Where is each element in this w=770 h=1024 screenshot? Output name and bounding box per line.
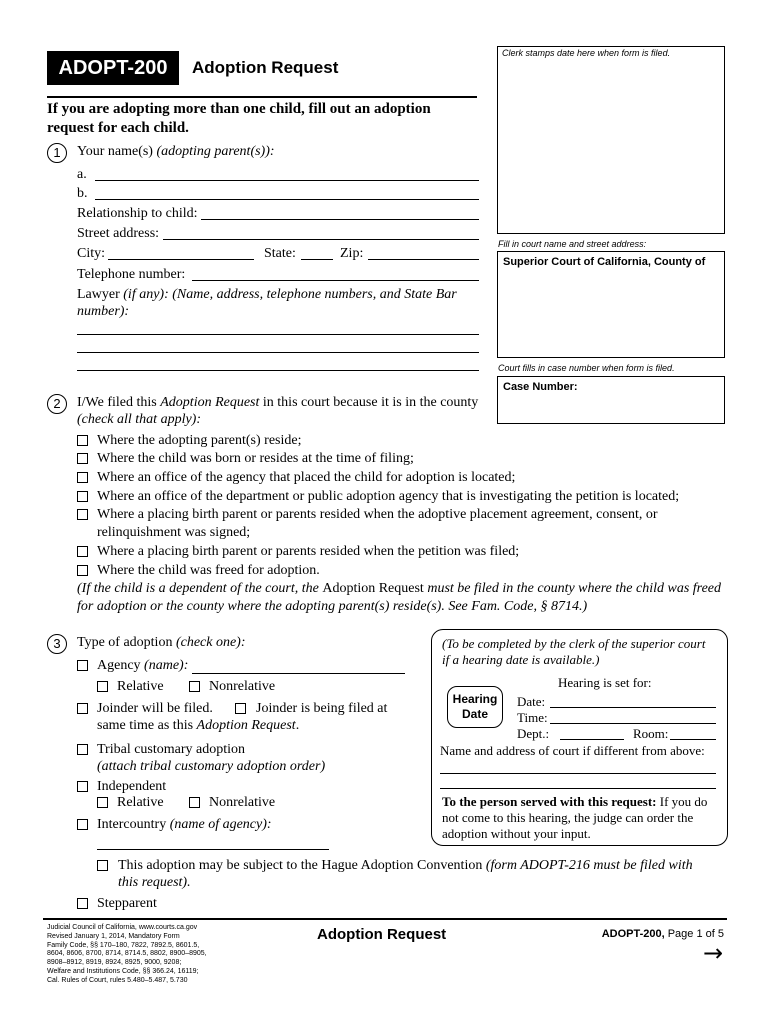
footer-line-5: 8908–8912, 8919, 8924, 8925, 9000, 9208; bbox=[47, 959, 182, 967]
agency-text: Agency bbox=[97, 658, 141, 673]
footer-line-6: Welfare and Institutions Code, §§ 366.24, 16119; bbox=[47, 967, 199, 975]
footer-line-3: Family Code, §§ 170–180, 7822, 7892.5, 8601.5, bbox=[47, 941, 200, 949]
hearing-dept-field[interactable] bbox=[560, 739, 624, 740]
note-text-b: Adoption Request bbox=[322, 581, 424, 596]
hearing-address-field-2[interactable] bbox=[440, 788, 716, 789]
hague-text-a: This adoption may be subject to the Hague Adoption Convention bbox=[118, 858, 483, 873]
footer-citations bbox=[47, 924, 207, 986]
hearing-time-label: Time: bbox=[517, 710, 548, 725]
case-number-label: Case Number: bbox=[503, 381, 578, 393]
hearing-date-field[interactable] bbox=[550, 707, 716, 708]
same-time-a: same time as this bbox=[97, 718, 194, 733]
intercountry-italic: (name of agency): bbox=[169, 817, 272, 832]
section-2-note-2: for adoption or the county where the adopting parent(s) reside(s). See Fam. Code, § 8714.) bbox=[77, 599, 588, 614]
county-option-label-5: Where a placing birth parent or parents resided when the adoptive placement agreement, consent, or bbox=[97, 507, 658, 522]
footer-form-number: ADOPT-200, bbox=[601, 928, 665, 940]
footer-line-7: Cal. Rules of Court, rules 5.480–5.487, 5.730 bbox=[47, 976, 188, 984]
agency-nonrelative-label: Nonrelative bbox=[209, 679, 276, 694]
hearing-name-address-label: Name and address of court if different from above: bbox=[440, 743, 705, 758]
agency-relative-checkbox[interactable] bbox=[97, 681, 108, 692]
county-option-checkbox-3[interactable] bbox=[77, 472, 88, 483]
independent-relative-label: Relative bbox=[117, 795, 164, 810]
served-text-1: If you do bbox=[659, 794, 708, 809]
tribal-label: Tribal customary adoption bbox=[97, 742, 246, 757]
section-1-number: 1 bbox=[47, 143, 67, 163]
parent-a-label: a. bbox=[77, 167, 87, 182]
section-3-number: 3 bbox=[47, 634, 67, 654]
independent-nonrelative-checkbox[interactable] bbox=[189, 797, 200, 808]
street-field[interactable] bbox=[163, 239, 479, 240]
intercountry-checkbox[interactable] bbox=[77, 819, 88, 830]
joinder-filed-checkbox[interactable] bbox=[77, 703, 88, 714]
section-2-text-a: I/We filed this bbox=[77, 395, 157, 410]
hague-checkbox[interactable] bbox=[97, 860, 108, 871]
county-option-checkbox-5[interactable] bbox=[77, 509, 88, 520]
section-2-line-1 bbox=[77, 394, 478, 411]
footer-rule bbox=[43, 918, 727, 920]
agency-checkbox[interactable] bbox=[77, 660, 88, 671]
independent-label: Independent bbox=[97, 779, 167, 794]
instruction-line-2: request for each child. bbox=[47, 120, 189, 136]
lawyer-label: Lawyer bbox=[77, 287, 120, 302]
case-number-box[interactable] bbox=[497, 376, 725, 424]
served-bold: To the person served with this request: bbox=[442, 794, 657, 809]
court-name-box[interactable] bbox=[497, 251, 725, 358]
intercountry-text: Intercountry bbox=[97, 817, 167, 832]
stepparent-label: Stepparent bbox=[97, 896, 157, 911]
independent-nonrelative-label: Nonrelative bbox=[209, 795, 276, 810]
section-3-title-italic: (check one): bbox=[175, 635, 246, 650]
hearing-date-label: Date: bbox=[517, 694, 546, 709]
city-field[interactable] bbox=[108, 259, 254, 260]
parent-b-field[interactable] bbox=[95, 199, 479, 200]
section-2-text-c: in this court because it is in the county bbox=[262, 395, 479, 410]
hearing-address-field-1[interactable] bbox=[440, 773, 716, 774]
hearing-room-label: Room: bbox=[633, 726, 669, 741]
intercountry-agency-field[interactable] bbox=[97, 849, 329, 850]
county-option-checkbox-6[interactable] bbox=[77, 546, 88, 557]
section-2-text-b: Adoption Request bbox=[160, 395, 260, 410]
hearing-badge-line-2: Date bbox=[461, 707, 488, 721]
section-3-title-text: Type of adoption bbox=[77, 635, 173, 650]
state-field[interactable] bbox=[301, 259, 333, 260]
footer-line-4: 8604, 8606, 8700, 8714, 8714.5, 8802, 8900–8905, bbox=[47, 950, 207, 958]
section-2-line-2: (check all that apply): bbox=[77, 412, 202, 427]
county-option-checkbox-1[interactable] bbox=[77, 435, 88, 446]
county-option-checkbox-4[interactable] bbox=[77, 491, 88, 502]
zip-label: Zip: bbox=[340, 246, 364, 261]
joinder-same-time bbox=[97, 717, 299, 734]
note-text-a: (If the child is a dependent of the court, the bbox=[77, 581, 319, 596]
section-2-number: 2 bbox=[47, 394, 67, 414]
hearing-date-badge bbox=[447, 686, 503, 728]
served-line-2: not come to this hearing, the judge can order the bbox=[442, 810, 694, 825]
phone-label: Telephone number: bbox=[77, 267, 186, 282]
section-3-title bbox=[77, 634, 246, 651]
court-fill-label: Fill in court name and street address: bbox=[498, 239, 647, 249]
hearing-clerk-note-2: if a hearing date is available.) bbox=[442, 652, 600, 667]
header-rule bbox=[47, 96, 477, 98]
section-1-title-italic: (adopting parent(s)): bbox=[156, 144, 275, 159]
note-text-c: must be filed in the county where the child was freed bbox=[427, 581, 722, 596]
agency-nonrelative-checkbox[interactable] bbox=[189, 681, 200, 692]
section-1-title bbox=[77, 143, 275, 160]
lawyer-field-1[interactable] bbox=[77, 334, 479, 335]
city-label: City: bbox=[77, 246, 106, 261]
clerk-stamp-label: Clerk stamps date here when form is filed. bbox=[502, 48, 671, 58]
served-line-3: adoption without your input. bbox=[442, 826, 591, 841]
state-label: State: bbox=[264, 246, 296, 261]
phone-field[interactable] bbox=[192, 280, 479, 281]
tribal-note: (attach tribal customary adoption order) bbox=[97, 759, 326, 774]
form-title: Adoption Request bbox=[192, 58, 339, 77]
lawyer-line-2: number): bbox=[77, 304, 130, 319]
county-option-checkbox-7[interactable] bbox=[77, 565, 88, 576]
served-line-1 bbox=[442, 793, 707, 810]
footer-line-2: Revised January 1, 2014, Mandatory Form bbox=[47, 932, 180, 940]
hearing-set-for: Hearing is set for: bbox=[558, 675, 652, 690]
instruction-line-1: If you are adopting more than one child, fill out an adoption bbox=[47, 101, 431, 117]
county-option-label-6: Where a placing birth parent or parents resided when the petition was filed; bbox=[97, 544, 520, 559]
same-time-b: Adoption Request bbox=[196, 718, 296, 733]
footer-line-1: Judicial Council of California, www.courts.ca.gov bbox=[47, 924, 198, 931]
agency-relative-label: Relative bbox=[117, 679, 164, 694]
section-1-title-text: Your name(s) bbox=[77, 144, 153, 159]
lawyer-field-3[interactable] bbox=[77, 370, 479, 371]
court-name: Superior Court of California, County of bbox=[503, 256, 706, 268]
form-number-badge: ADOPT-200 bbox=[47, 51, 179, 85]
clerk-stamp-box bbox=[497, 46, 725, 234]
agency-name-field[interactable] bbox=[192, 673, 405, 674]
hague-line-1 bbox=[118, 857, 693, 874]
tribal-checkbox[interactable] bbox=[77, 744, 88, 755]
agency-italic: (name): bbox=[144, 658, 189, 673]
independent-relative-checkbox[interactable] bbox=[97, 797, 108, 808]
parent-a-field[interactable] bbox=[95, 180, 479, 181]
independent-checkbox[interactable] bbox=[77, 781, 88, 792]
hearing-time-field[interactable] bbox=[550, 723, 716, 724]
footer-title: Adoption Request bbox=[317, 926, 447, 943]
hearing-room-field[interactable] bbox=[670, 739, 716, 740]
parent-b-label: b. bbox=[77, 186, 88, 201]
case-fill-label: Court fills in case number when form is filed. bbox=[498, 363, 675, 373]
county-option-label-7: Where the child was freed for adoption. bbox=[97, 563, 320, 578]
county-option-label-5-cont: relinquishment was signed; bbox=[97, 525, 251, 540]
relationship-label: Relationship to child: bbox=[77, 206, 198, 221]
next-page-arrow-icon[interactable]: → bbox=[703, 939, 724, 967]
county-option-checkbox-2[interactable] bbox=[77, 453, 88, 464]
same-time-c: . bbox=[295, 718, 300, 733]
intercountry-label bbox=[97, 816, 272, 833]
county-option-label-3: Where an office of the agency that placed the child for adoption is located; bbox=[97, 470, 516, 485]
street-label: Street address: bbox=[77, 226, 160, 241]
hearing-clerk-note-1: (To be completed by the clerk of the superior court bbox=[442, 636, 706, 651]
relationship-field[interactable] bbox=[201, 219, 479, 220]
county-option-label-4: Where an office of the department or public adoption agency that is investigating the petition is located; bbox=[97, 489, 680, 504]
hearing-dept-label: Dept.: bbox=[517, 726, 550, 741]
stepparent-checkbox[interactable] bbox=[77, 898, 88, 909]
section-2-note-1 bbox=[77, 580, 721, 597]
zip-field[interactable] bbox=[368, 259, 479, 260]
hague-line-2: this request). bbox=[118, 875, 191, 890]
joinder-being-filed-checkbox[interactable] bbox=[235, 703, 246, 714]
lawyer-italic-1: (if any): (Name, address, telephone numbers, and State Bar bbox=[123, 287, 457, 302]
lawyer-field-2[interactable] bbox=[77, 352, 479, 353]
county-option-label-2: Where the child was born or resides at the time of filing; bbox=[97, 451, 414, 466]
joinder-filed-label: Joinder will be filed. bbox=[97, 701, 213, 716]
county-option-label-1: Where the adopting parent(s) reside; bbox=[97, 433, 302, 448]
hearing-badge-line-1: Hearing bbox=[452, 692, 498, 706]
lawyer-line-1 bbox=[77, 286, 457, 303]
joinder-being-filed-label: Joinder is being filed at bbox=[256, 701, 388, 716]
footer-page: Page 1 of 5 bbox=[667, 928, 724, 940]
agency-label bbox=[97, 657, 188, 674]
hague-text-b: (form ADOPT-216 must be filed with bbox=[485, 858, 693, 873]
